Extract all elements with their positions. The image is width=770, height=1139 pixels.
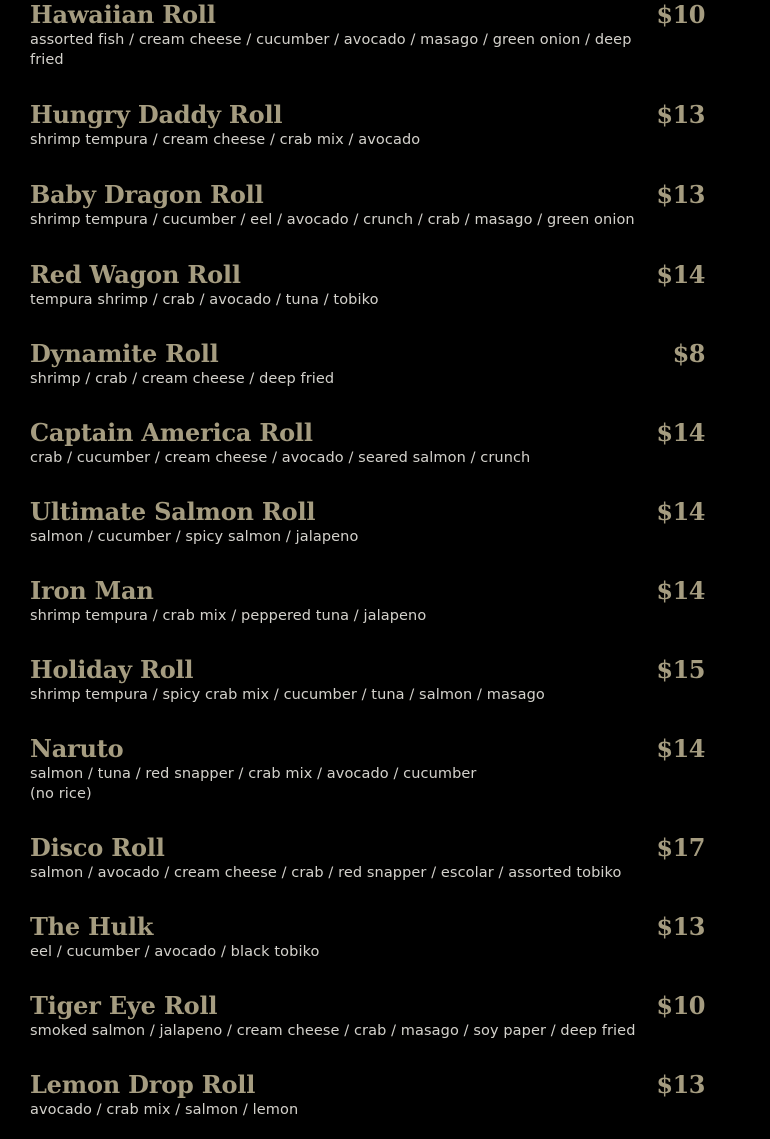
item-description-line: shrimp tempura / crab mix / peppered tuna / jalapeno [30,608,427,624]
item-price: $13 [656,180,705,209]
item-description-line: shrimp tempura / cream cheese / crab mix / avocado [30,132,421,148]
item-name: The Hulk [30,912,154,941]
item-price: $8 [672,339,705,368]
item-name: Disco Roll [30,833,165,862]
item-name: Dynamite Roll [30,339,219,368]
item-description [30,30,640,70]
item-description-line: crab / cucumber / cream cheese / avocado / seared salmon / crunch [30,450,531,466]
item-name: Hawaiian Roll [30,0,216,29]
item-name: Holiday Roll [30,655,194,684]
item-description-line: shrimp / crab / cream cheese / deep fried [30,371,335,387]
item-price: $14 [656,260,705,289]
item-description [30,130,640,150]
item-name: Red Wagon Roll [30,260,241,289]
item-description [30,606,640,626]
item-name: Baby Dragon Roll [30,180,264,209]
item-description [30,290,640,310]
item-description [30,764,640,804]
item-price: $13 [656,912,705,941]
item-price: $15 [656,655,705,684]
item-description-line: tempura shrimp / crab / avocado / tuna / tobiko [30,292,379,308]
item-description-line: assorted fish / cream cheese / cucumber / avocado / masago / green onion / deep [30,32,632,48]
item-description-line: avocado / crab mix / salmon / lemon [30,1102,299,1118]
item-description-line: salmon / cucumber / spicy salmon / jalapeno [30,529,359,545]
item-description-line: salmon / avocado / cream cheese / crab / red snapper / escolar / assorted tobiko [30,865,622,881]
item-price: $10 [656,991,705,1020]
item-name: Lemon Drop Roll [30,1070,256,1099]
item-description-line: smoked salmon / jalapeno / cream cheese / crab / masago / soy paper / deep fried [30,1023,636,1039]
item-name: Tiger Eye Roll [30,991,218,1020]
item-description [30,942,640,962]
item-name: Hungry Daddy Roll [30,100,283,129]
item-price: $14 [656,418,705,447]
item-description-line: shrimp tempura / spicy crab mix / cucumber / tuna / salmon / masago [30,687,545,703]
item-description-line: eel / cucumber / avocado / black tobiko [30,944,320,960]
item-price: $17 [656,833,705,862]
item-name: Captain America Roll [30,418,313,447]
item-description [30,448,640,468]
item-price: $14 [656,497,705,526]
item-description-line: salmon / tuna / red snapper / crab mix / avocado / cucumber [30,766,477,782]
item-description [30,685,640,705]
item-description [30,369,640,389]
item-description [30,863,640,883]
item-name: Ultimate Salmon Roll [30,497,316,526]
item-description-line: shrimp tempura / cucumber / eel / avocado / crunch / crab / masago / green onion [30,212,635,228]
item-description [30,1100,640,1120]
item-name: Naruto [30,734,124,763]
item-description-line: fried [30,52,64,68]
item-description-line: (no rice) [30,786,92,802]
item-price: $14 [656,734,705,763]
item-description [30,527,640,547]
item-price: $13 [656,100,705,129]
item-price: $10 [656,0,705,29]
item-description [30,210,640,230]
item-price: $14 [656,576,705,605]
item-description [30,1021,640,1041]
item-name: Iron Man [30,576,154,605]
item-price: $13 [656,1070,705,1099]
